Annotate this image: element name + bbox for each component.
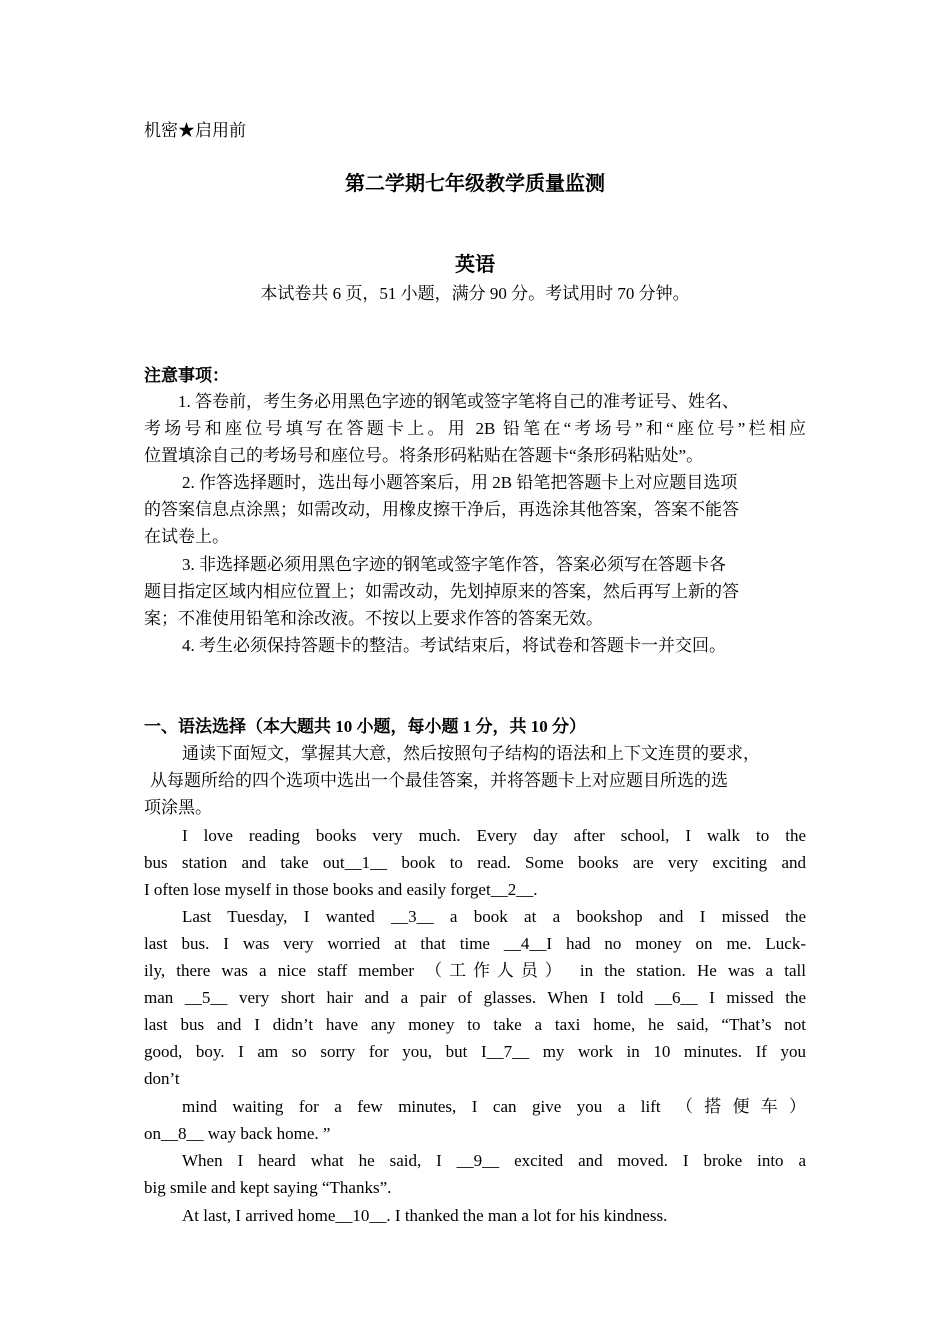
passage-line: ily, there was a nice staff member （工作人员） in the station. He was a tall <box>144 961 806 980</box>
notes-heading: 注意事项： <box>144 366 229 385</box>
note-line: 2. 作答选择题时，选出每小题答案后，用 2B 铅笔把答题卡上对应题目选项 <box>182 473 738 492</box>
instruction-line: 项涂黑。 <box>144 798 212 817</box>
note-line: 4. 考生必须保持答题卡的整洁。考试结束后，将试卷和答题卡一并交回。 <box>182 636 726 655</box>
passage-line: bus station and take out__1__ book to read. Some books are very exciting and <box>144 853 806 872</box>
passage-line: good, boy. I am so sorry for you, but I__7__ my work in 10 minutes. If you <box>144 1042 806 1061</box>
section-heading: 一、语法选择（本大题共 10 小题，每小题 1 分，共 10 分） <box>144 717 586 736</box>
note-line: 的答案信息点涂黑；如需改动，用橡皮擦干净后，再选涂其他答案，答案不能答 <box>144 500 739 519</box>
page-title: 第二学期七年级教学质量监测 <box>345 173 605 195</box>
passage-line: last bus and I didn’t have any money to take a taxi home, he said, “That’s not <box>144 1015 806 1034</box>
exam-info: 本试卷共 6 页，51 小题，满分 90 分。考试用时 70 分钟。 <box>260 284 690 303</box>
note-line: 在试卷上。 <box>144 527 229 546</box>
note-line: 题目指定区域内相应位置上；如需改动，先划掉原来的答案，然后再写上新的答 <box>144 582 739 601</box>
confidential-label: 机密★启用前 <box>144 121 246 140</box>
passage-line: mind waiting for a few minutes, I can give you a lift （搭便车） <box>182 1097 806 1116</box>
passage-line: man __5__ very short hair and a pair of glasses. When I told __6__ I missed the <box>144 988 806 1007</box>
passage-line: I love reading books very much. Every day after school, I walk to the <box>182 826 806 845</box>
note-line: 案；不准使用铅笔和涂改液。不按以上要求作答的答案无效。 <box>144 609 603 628</box>
passage-line: don’t <box>144 1069 180 1088</box>
note-line: 位置填涂自己的考场号和座位号。将条形码粘贴在答题卡“条形码粘贴处”。 <box>144 446 704 465</box>
passage-line: Last Tuesday, I wanted __3__ a book at a bookshop and I missed the <box>182 907 806 926</box>
instruction-line: 通读下面短文，掌握其大意，然后按照句子结构的语法和上下文连贯的要求， <box>182 744 760 763</box>
passage-line: At last, I arrived home__10__. I thanked the man a lot for his kindness. <box>182 1206 668 1225</box>
note-line: 3. 非选择题必须用黑色字迹的钢笔或签字笔作答，答案必须写在答题卡各 <box>182 555 726 574</box>
subject-title: 英语 <box>455 254 495 276</box>
passage-line: on__8__ way back home. ” <box>144 1124 331 1143</box>
note-line: 1. 答卷前，考生务必用黑色字迹的钢笔或签字笔将自己的准考证号、姓名、 <box>178 392 739 411</box>
passage-line: When I heard what he said, I __9__ excited and moved. I broke into a <box>182 1151 806 1170</box>
note-line: 考场号和座位号填写在答题卡上。用 2B 铅笔在“考场号”和“座位号”栏相应 <box>144 419 806 438</box>
passage-line: last bus. I was very worried at that time __4__I had no money on me. Luck- <box>144 934 806 953</box>
passage-line: I often lose myself in those books and easily forget__2__. <box>144 880 538 899</box>
instruction-line: 从每题所给的四个选项中选出一个最佳答案，并将答题卡上对应题目所选的选 <box>150 771 728 790</box>
passage-line: big smile and kept saying “Thanks”. <box>144 1178 392 1197</box>
